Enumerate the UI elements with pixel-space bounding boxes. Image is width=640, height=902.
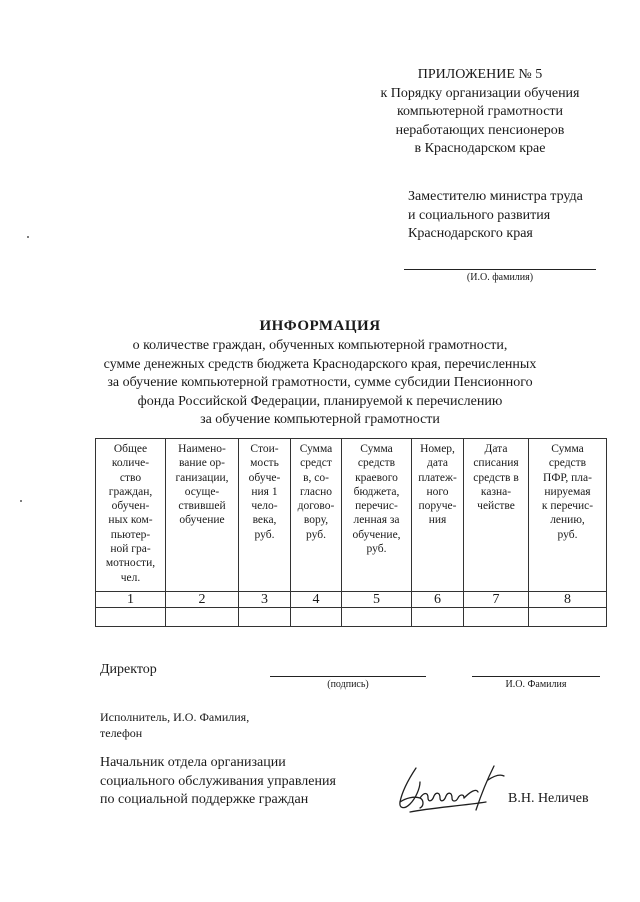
table-header-line: чел.: [120, 571, 141, 584]
table-header-line: догово-: [297, 500, 335, 513]
table-header-line: обучен-: [111, 500, 150, 513]
report-table: [95, 438, 607, 627]
table-header-line: ленная за: [353, 514, 400, 527]
table-header-line: краевого: [355, 471, 398, 484]
table-header-line: чействе: [477, 500, 515, 513]
table-header-line: нируемая: [544, 485, 591, 498]
table-cell: [464, 608, 529, 627]
addressee-signature-caption: (И.О. фамилия): [466, 272, 534, 283]
subtitle-line: сумме денежных средств бюджета Краснодарского края, перечисленных: [103, 356, 537, 372]
executor-line: Исполнитель, И.О. Фамилия,: [100, 710, 250, 724]
table-row: [96, 608, 607, 627]
table-header-line: ганизации,: [175, 471, 229, 484]
table-header-line: Дата: [484, 443, 508, 455]
table-cell: [166, 608, 239, 627]
table-header-line: Сумма: [551, 443, 584, 455]
table-header-line: ного: [426, 485, 449, 498]
table-cell: [96, 608, 166, 627]
table-header-line: бюджета,: [353, 485, 400, 498]
addressee-block: [408, 188, 628, 244]
table-header-line: вору,: [303, 514, 329, 527]
column-number: 7: [464, 592, 529, 608]
table-header-line: вание ор-: [179, 457, 225, 470]
subtitle-line: за обучение компьютерной грамотности: [200, 412, 440, 427]
table-cell: [342, 608, 412, 627]
appendix-line: неработающих пенсионеров: [395, 122, 565, 138]
table-header-line: руб.: [557, 528, 578, 541]
table-header-line: средст: [300, 457, 332, 470]
appendix-line: компьютерной грамотности: [396, 104, 564, 119]
subtitle-line: о количестве граждан, обученных компьютерной грамотности,: [132, 338, 508, 353]
chief-line: Начальник отдела организации: [100, 755, 286, 770]
subtitle-line: фонда Российской Федерации, планируемой к перечислению: [137, 393, 503, 409]
table-header-line: Сумма: [360, 443, 393, 455]
table-cell: [291, 608, 342, 627]
column-number: 1: [96, 592, 166, 608]
column-number: 2: [166, 592, 239, 608]
table-header-line: мотности,: [105, 557, 156, 570]
table-header-line: ния: [428, 514, 447, 527]
director-name-line: [472, 676, 600, 677]
table-header-line: Сумма: [299, 443, 333, 455]
table-header-line: руб.: [366, 543, 387, 556]
table-header-cell: [291, 439, 342, 592]
table-header-line: поруче-: [418, 500, 457, 513]
handwritten-signature: [390, 758, 510, 818]
table-cell: [412, 608, 464, 627]
table-header-line: количе-: [111, 457, 150, 470]
chief-line: социального обслуживания управления: [100, 773, 336, 789]
column-number: 4: [291, 592, 342, 608]
appendix-line: к Порядку организации обучения: [380, 85, 580, 101]
table-header-line: Наимено-: [178, 443, 226, 455]
director-label: Директор: [100, 662, 157, 677]
column-number: 5: [342, 592, 412, 608]
executor-block: [100, 709, 249, 741]
table-header-line: дата: [427, 457, 448, 470]
table-header-line: ния 1: [251, 485, 278, 498]
table-header-cell: [529, 439, 607, 592]
addressee-signature-line: [404, 269, 596, 270]
table-header-cell: [96, 439, 166, 592]
column-number: 8: [529, 592, 607, 608]
appendix-block: [360, 66, 600, 159]
table-header-line: к перечис-: [541, 500, 594, 513]
addressee-line: и социального развития: [408, 207, 551, 223]
table-header-line: казна-: [480, 485, 512, 498]
table-header-row: [96, 439, 607, 592]
chief-block: [100, 754, 336, 810]
table-header-line: ных ком-: [108, 514, 153, 527]
table-header-cell: [239, 439, 291, 592]
table-header-line: ствившей: [178, 500, 226, 513]
table-header-line: Стои-: [250, 443, 279, 455]
table-header-line: мость: [250, 457, 279, 470]
table-header-line: руб.: [306, 528, 326, 541]
table-header-line: ПФР, пла-: [543, 471, 592, 484]
table-number-row: [96, 592, 607, 608]
table-header-line: граждан,: [108, 485, 153, 498]
table-header-line: в, со-: [303, 471, 329, 484]
table-header-line: руб.: [254, 528, 275, 541]
table-header-line: обучение,: [352, 528, 401, 541]
table-header-line: гласно: [300, 485, 332, 498]
table-header-line: перечис-: [355, 500, 398, 513]
table-header-line: средств: [548, 457, 587, 470]
table-header-line: лению,: [550, 514, 585, 527]
table-header-line: чело-: [251, 500, 278, 513]
table-header-line: ство: [119, 471, 142, 484]
table-header-line: списания: [473, 457, 519, 470]
scan-speck: [20, 500, 22, 502]
addressee-line: Краснодарского края: [408, 226, 533, 241]
director-signature-line: [270, 676, 426, 677]
table-header-line: средств: [357, 457, 396, 470]
appendix-line: в Краснодарском крае: [414, 141, 546, 156]
table-header-line: Общее: [113, 443, 148, 455]
table-header-cell: [166, 439, 239, 592]
table-header-cell: [412, 439, 464, 592]
director-signature-caption: (подпись): [327, 679, 369, 690]
subtitle-line: за обучение компьютерной грамотности, сумме субсидии Пенсионного: [107, 375, 533, 390]
document-subtitle: [60, 337, 580, 430]
table-cell: [529, 608, 607, 627]
table-header-line: века,: [252, 514, 277, 527]
document-title: ИНФОРМАЦИЯ: [259, 318, 381, 334]
table-header-line: обучение: [179, 514, 225, 527]
table-header-cell: [464, 439, 529, 592]
table-header-line: осуще-: [184, 485, 220, 498]
chief-name: В.Н. Неличев: [508, 791, 589, 806]
appendix-line: ПРИЛОЖЕНИЕ № 5: [417, 67, 543, 82]
executor-line: телефон: [100, 726, 143, 740]
table-header-line: средств в: [473, 471, 519, 484]
column-number: 6: [412, 592, 464, 608]
director-name-caption: И.О. Фамилия: [505, 679, 567, 690]
chief-line: по социальной поддержке граждан: [100, 792, 309, 807]
table-header-line: платеж-: [418, 471, 457, 484]
column-number: 3: [239, 592, 291, 608]
table-header-line: обуче-: [248, 471, 281, 484]
table-header-line: Номер,: [420, 443, 455, 455]
addressee-line: Заместителю министра труда: [408, 189, 583, 204]
table-header-line: пьютер-: [110, 528, 151, 541]
table-header-line: ной гра-: [110, 543, 151, 556]
table-cell: [239, 608, 291, 627]
table-header-cell: [342, 439, 412, 592]
scan-speck: [27, 236, 29, 238]
